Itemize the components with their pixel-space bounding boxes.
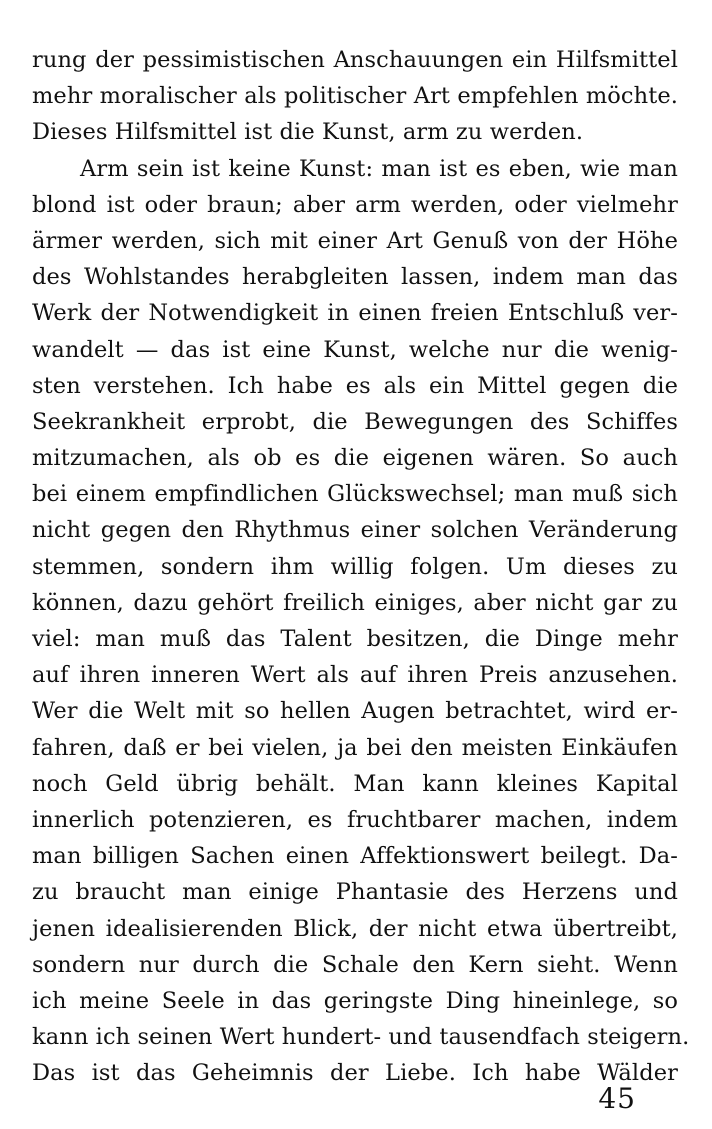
text-line: Werk der Notwendigkeit in einen freien Entschluß ver-: [32, 300, 678, 327]
text-line: sondern nur durch die Schale den Kern sieht. Wenn: [32, 951, 678, 978]
text-line: bei einem empfindlichen Glückswechsel; man muß sich: [32, 481, 678, 508]
text-line: Arm sein ist keine Kunst: man ist es eben, wie man: [80, 155, 678, 182]
text-line: Dieses Hilfsmittel ist die Kunst, arm zu werden.: [32, 119, 584, 146]
text-line: Seekrankheit erprobt, die Bewegungen des Schiffes: [32, 408, 678, 435]
text-line: auf ihren inneren Wert als auf ihren Preis anzusehen.: [32, 662, 678, 689]
text-line: kann ich seinen Wert hundert- und tausendfach steigern.: [32, 1024, 690, 1051]
text-line: ärmer werden, sich mit einer Art Genuß von der Höhe: [32, 227, 678, 254]
text-line: können, dazu gehört freilich einiges, aber nicht gar zu: [32, 589, 678, 616]
text-line: sten verstehen. Ich habe es als ein Mittel gegen die: [32, 372, 678, 399]
text-line: zu braucht man einige Phantasie des Herzens und: [32, 879, 678, 906]
text-line: fahren, daß er bei vielen, ja bei den meisten Einkäufen: [32, 734, 678, 761]
page-number: 45: [598, 1082, 636, 1115]
text-line: mitzumachen, als ob es die eigenen wären. So auch: [32, 445, 678, 472]
text-line: nicht gegen den Rhythmus einer solchen Veränderung: [32, 517, 678, 544]
text-line: ich meine Seele in das geringste Ding hineinlege, so: [32, 987, 678, 1014]
text-line: noch Geld übrig behält. Man kann kleines Kapital: [32, 770, 678, 797]
text-line: man billigen Sachen einen Affektionswert beilegt. Da-: [32, 843, 678, 870]
text-line: mehr moralischer als politischer Art empfehlen möchte.: [32, 83, 678, 110]
text-line: jenen idealisierenden Blick, der nicht etwa übertreibt,: [32, 915, 678, 942]
text-line: Das ist das Geheimnis der Liebe. Ich habe Wälder: [32, 1060, 678, 1087]
text-line: viel: man muß das Talent besitzen, die Dinge mehr: [32, 626, 678, 652]
text-line: rung der pessimistischen Anschauungen ein Hilfsmittel: [32, 47, 678, 73]
text-line: Wer die Welt mit so hellen Augen betrachtet, wird er-: [32, 698, 678, 725]
text-line: stemmen, sondern ihm willig folgen. Um dieses zu: [32, 553, 678, 580]
body-text: [32, 42, 690, 1091]
text-line: des Wohlstandes herabgleiten lassen, indem man das: [32, 264, 678, 291]
text-line: innerlich potenzieren, es fruchtbarer machen, indem: [32, 806, 678, 833]
text-line: blond ist oder braun; aber arm werden, oder vielmehr: [32, 191, 678, 218]
text-line: wandelt — das ist eine Kunst, welche nur die wenig-: [32, 336, 678, 363]
